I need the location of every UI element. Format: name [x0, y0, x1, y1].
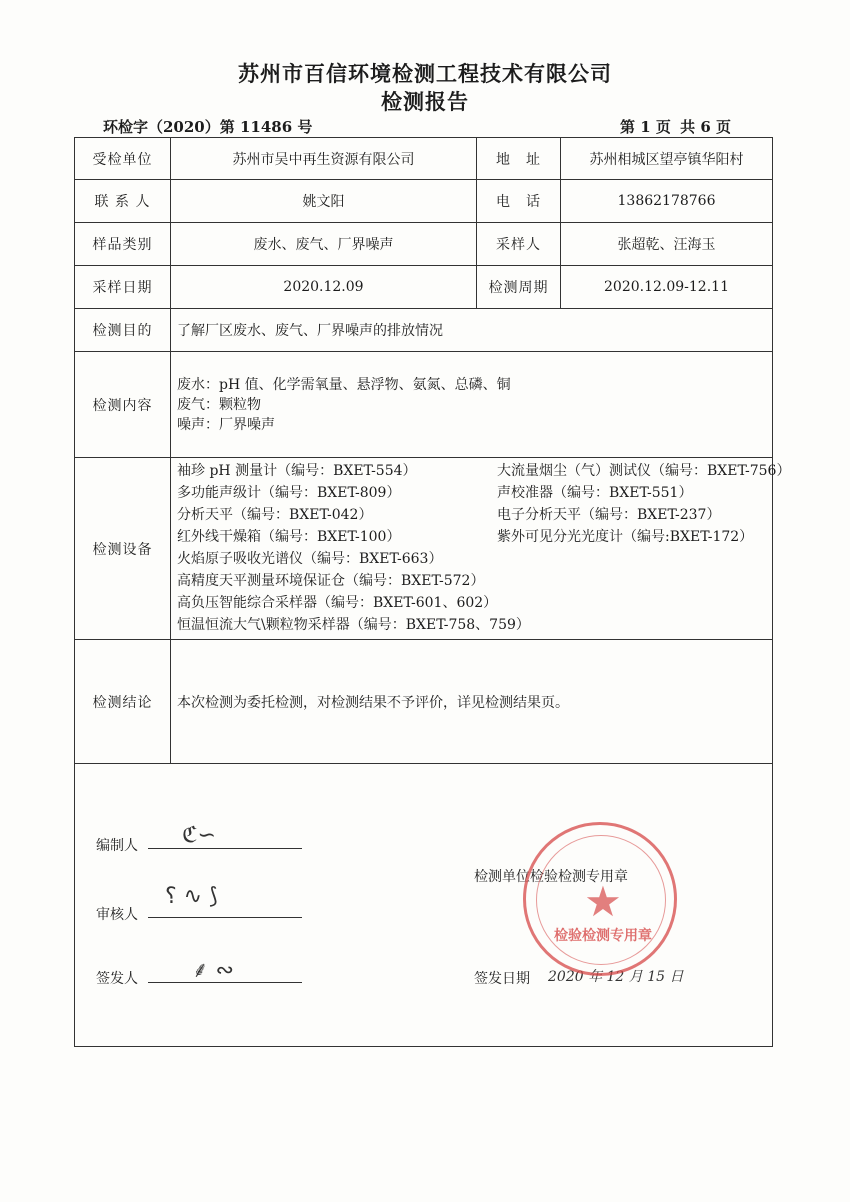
official-seal	[523, 822, 677, 976]
sample-date-value: 2020.12.09	[171, 266, 477, 309]
sampler-value: 张超乾、汪海玉	[561, 223, 773, 266]
equipment-item: 高精度天平测量环境保证仓（编号：BXET-572）	[177, 572, 485, 589]
purpose-value: 了解厂区废水、废气、厂界噪声的排放情况	[171, 309, 773, 352]
equipment-item: 多功能声级计（编号：BXET-809）	[177, 484, 401, 501]
equipment-item: 电子分析天平（编号：BXET-237）	[497, 506, 721, 523]
sample-type-value: 废水、废气、厂界噪声	[171, 223, 477, 266]
table-row	[75, 458, 773, 640]
contact-label: 联 系 人	[75, 180, 171, 223]
phone-value: 13862178766	[561, 180, 773, 223]
reviewed-by-signature: ⸮ ∿ ⟆	[165, 884, 218, 909]
prepared-by-signature: ℭ∽	[182, 823, 216, 848]
table-row	[75, 352, 773, 458]
table-row	[75, 180, 773, 223]
equipment-item: 恒温恒流大气\颗粒物采样器（编号：BXET-758、759）	[177, 616, 530, 633]
page-number: 第 1 页	[620, 118, 671, 136]
purpose-label: 检测目的	[75, 309, 171, 352]
issue-date-label: 签发日期	[474, 971, 530, 987]
star-icon: ★	[584, 877, 622, 926]
equipment-item: 火焰原子吸收光谱仪（编号：BXET-663）	[177, 550, 443, 567]
equipment-value	[171, 458, 791, 640]
reviewed-by-line	[148, 917, 302, 918]
report-title: 检测报告	[381, 89, 469, 114]
client-label: 受检单位	[75, 138, 171, 180]
conclusion-value: 本次检测为委托检测，对检测结果不予评价，详见检测结果页。	[171, 640, 773, 764]
report-number: 环检字（2020）第 11486 号	[103, 118, 313, 136]
equipment-item: 分析天平（编号：BXET-042）	[177, 506, 373, 523]
table-row	[75, 309, 773, 352]
period-value: 2020.12.09-12.11	[561, 266, 773, 309]
sample-date-label: 采样日期	[75, 266, 171, 309]
issued-by-signature: ⸙ ∾	[192, 958, 234, 983]
sample-type-label: 样品类别	[75, 223, 171, 266]
page-info	[620, 116, 735, 137]
equipment-item: 红外线干燥箱（编号：BXET-100）	[177, 528, 401, 545]
sampler-label: 采样人	[477, 223, 561, 266]
company-title: 苏州市百信环境检测工程技术有限公司	[238, 61, 612, 86]
address-label: 地 址	[477, 138, 561, 180]
equipment-item: 声校准器（编号：BXET-551）	[497, 484, 693, 501]
conclusion-label: 检测结论	[75, 640, 171, 764]
phone-label: 电 话	[477, 180, 561, 223]
equipment-item: 紫外可见分光光度计（编号:BXET-172）	[497, 528, 754, 545]
prepared-by-label: 编制人	[96, 838, 138, 854]
equipment-item: 袖珍 pH 测量计（编号：BXET-554）	[177, 462, 417, 479]
issued-by-label: 签发人	[96, 971, 138, 987]
contact-value: 姚文阳	[171, 180, 477, 223]
equipment-item: 高负压智能综合采样器（编号：BXET-601、602）	[177, 594, 498, 611]
page-total: 共 6 页	[680, 118, 732, 136]
reviewed-by-label: 审核人	[96, 907, 138, 923]
prepared-by-line	[148, 848, 302, 849]
address-value: 苏州相城区望亭镇华阳村	[561, 138, 773, 180]
content-line: 废水：pH 值、化学需氧量、悬浮物、氨氮、总磷、铜	[177, 376, 511, 393]
content-label: 检测内容	[75, 352, 171, 458]
content-value	[171, 352, 773, 458]
equipment-item: 大流量烟尘（气）测试仪（编号：BXET-756）	[497, 462, 791, 479]
stamp-label: 检测单位检验检测专用章	[474, 869, 628, 885]
content-line: 废气：颗粒物	[177, 396, 261, 413]
content-line: 噪声：厂界噪声	[177, 416, 275, 433]
table-row	[75, 138, 773, 180]
equipment-label: 检测设备	[75, 458, 171, 640]
table-row	[75, 266, 773, 309]
seal-text: 检验检测专用章	[554, 928, 652, 944]
client-value: 苏州市吴中再生资源有限公司	[171, 138, 477, 180]
issue-date-value: 2020 年 12 月 15 日	[548, 969, 684, 985]
table-row	[75, 223, 773, 266]
table-row	[75, 640, 773, 764]
period-label: 检测周期	[477, 266, 561, 309]
